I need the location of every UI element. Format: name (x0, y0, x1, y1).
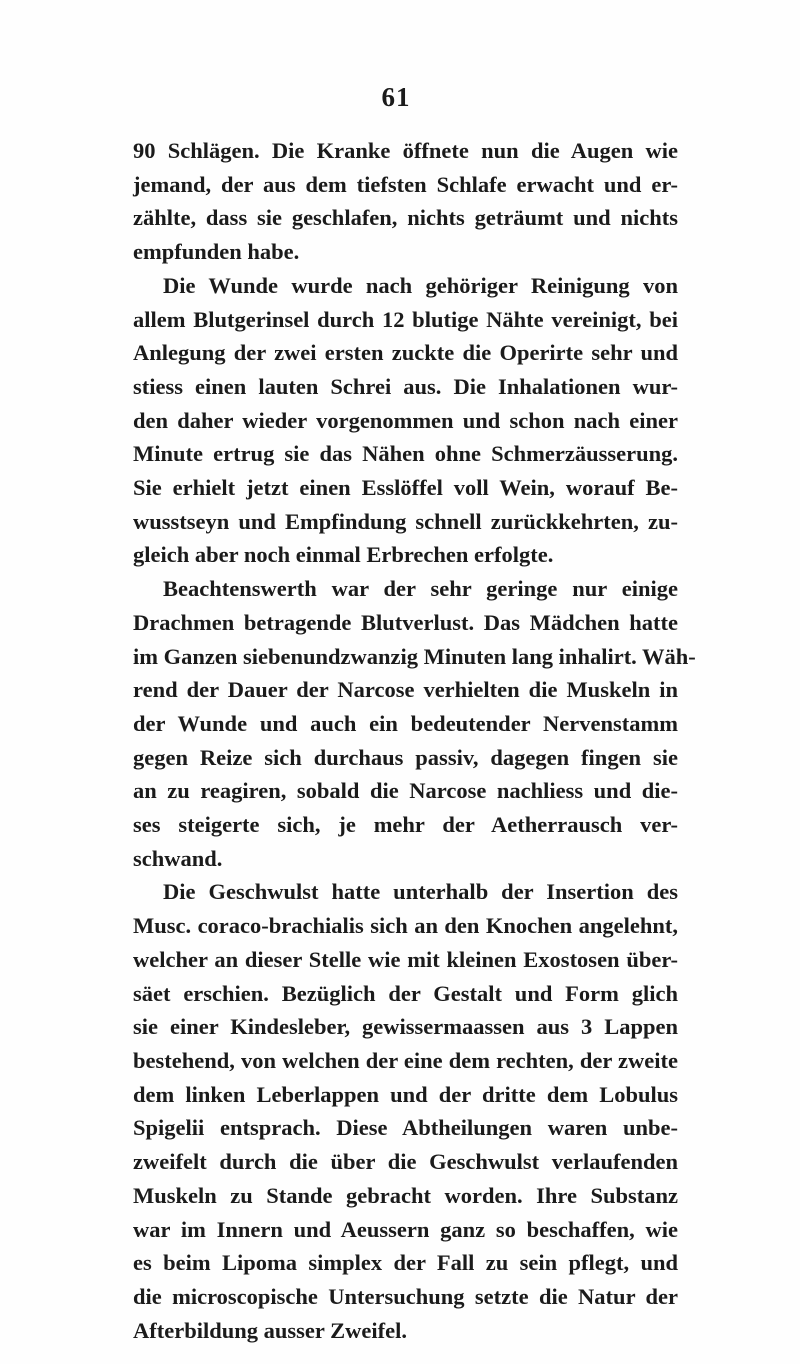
text-line: wusstseyn und Empfindung schnell zurückkehrten, zu- (133, 508, 678, 534)
text-line: dem linken Leberlappen und der dritte dem Lobulus (133, 1081, 678, 1107)
text-line: Minute ertrug sie das Nähen ohne Schmerzäusserung. (133, 441, 678, 467)
text-line: Die Wunde wurde nach gehöriger Reinigung von (163, 272, 678, 298)
text-line: im Ganzen siebenundzwanzig Minuten lang inhalirt. Wäh- (133, 643, 696, 669)
paragraph-1 (133, 134, 678, 269)
text-line: Beachtenswerth war der sehr geringe nur einige (163, 576, 678, 602)
paragraph-2 (133, 269, 678, 572)
text-line: Afterbildung ausser Zweifel. (133, 1317, 407, 1343)
text-line: Spigelii entsprach. Diese Abtheilungen waren unbe- (133, 1115, 678, 1141)
text-line: schwand. (133, 845, 223, 871)
text-line: welcher an dieser Stelle wie mit kleinen Exostosen über- (133, 946, 678, 972)
text-line: gleich aber noch einmal Erbrechen erfolgte. (133, 542, 554, 568)
text-line: stiess einen lauten Schrei aus. Die Inhalationen wur- (133, 373, 678, 399)
text-line: jemand, der aus dem tiefsten Schlafe erwacht und er- (133, 171, 678, 197)
text-line: ses steigerte sich, je mehr der Aetherrausch ver- (133, 812, 678, 838)
text-line: den daher wieder vorgenommen und schon nach einer (133, 407, 678, 433)
text-line: Drachmen betragende Blutverlust. Das Mädchen hatte (133, 609, 678, 635)
text-line: der Wunde und auch ein bedeutender Nervenstamm (133, 710, 678, 736)
body-text (133, 134, 696, 1347)
text-line: 90 Schlägen. Die Kranke öffnete nun die Augen wie (133, 138, 678, 163)
text-line: rend der Dauer der Narcose verhielten die Muskeln in (133, 677, 678, 703)
text-line: Muskeln zu Stande gebracht worden. Ihre Substanz (133, 1182, 678, 1208)
text-line: war im Innern und Aeussern ganz so beschaffen, wie (133, 1216, 678, 1242)
text-line: allem Blutgerinsel durch 12 blutige Nähte vereinigt, bei (133, 306, 678, 332)
paragraph-4 (133, 875, 678, 1347)
page-number: 61 (381, 82, 411, 112)
text-line: gegen Reize sich durchaus passiv, dagegen fingen sie (133, 744, 678, 770)
text-line: säet erschien. Bezüglich der Gestalt und Form glich (133, 980, 678, 1006)
text-line: Musc. coraco-brachialis sich an den Knochen angelehnt, (133, 913, 678, 939)
text-line: bestehend, von welchen der eine dem rechten, der zweite (133, 1047, 678, 1073)
text-line: die microscopische Untersuchung setzte die Natur der (133, 1283, 678, 1309)
text-line: an zu reagiren, sobald die Narcose nachliess und die- (133, 778, 678, 804)
text-line: Anlegung der zwei ersten zuckte die Operirte sehr und (133, 340, 678, 366)
text-line: es beim Lipoma simplex der Fall zu sein pflegt, und (133, 1250, 678, 1276)
text-line: zweifelt durch die über die Geschwulst verlaufenden (133, 1149, 678, 1175)
paragraph-3 (133, 572, 696, 875)
text-line: Sie erhielt jetzt einen Esslöffel voll Wein, worauf Be- (133, 475, 678, 501)
text-line: Die Geschwulst hatte unterhalb der Insertion des (163, 879, 678, 905)
text-line: zählte, dass sie geschlafen, nichts geträumt und nichts (133, 205, 678, 231)
text-line: sie einer Kindesleber, gewissermaassen aus 3 Lappen (133, 1014, 678, 1040)
text-line: empfunden habe. (133, 239, 300, 265)
